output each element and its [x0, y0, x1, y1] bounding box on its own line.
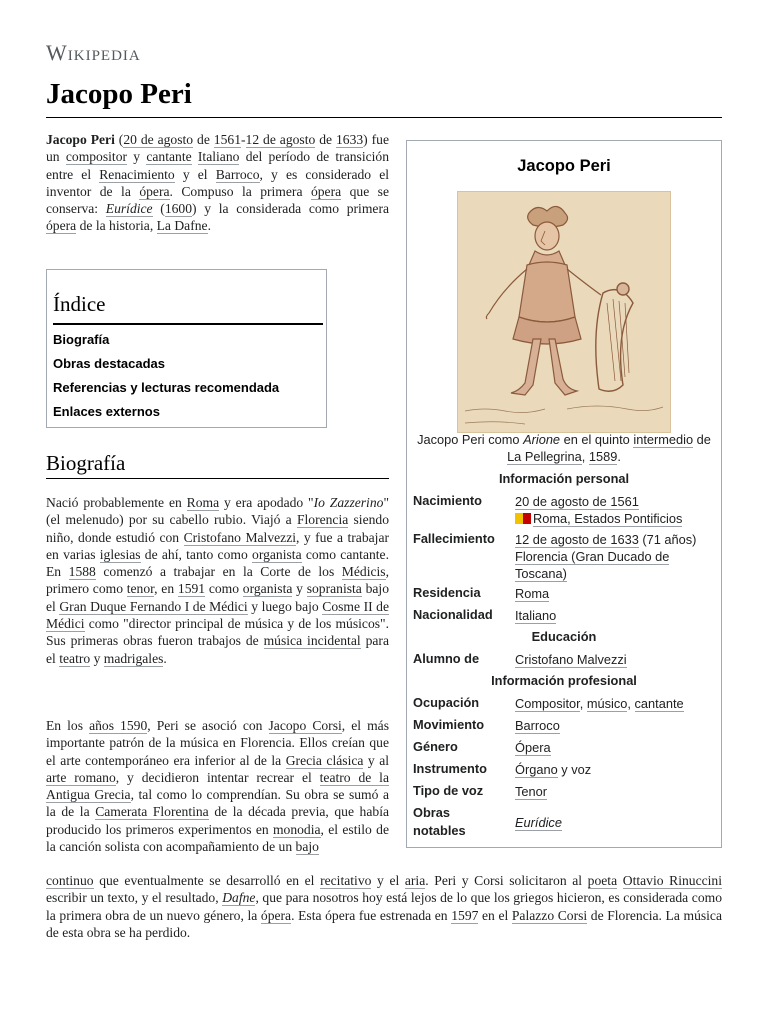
link-organo[interactable]: Órgano	[515, 762, 558, 777]
link-1589[interactable]: 1589	[588, 449, 618, 464]
text: , y decidieron intentar recrear el	[115, 769, 320, 785]
text: como "director principal de música y de los músicos". Sus primeras obras fueron trabajos de	[46, 616, 389, 649]
wikipedia-wordmark[interactable]: Wikipedia	[46, 40, 141, 65]
link-roma[interactable]: Roma	[186, 495, 220, 510]
text: bajo el	[46, 581, 389, 614]
text: (	[152, 201, 165, 217]
link-la-pellegrina[interactable]: La Pellegrina	[507, 449, 582, 464]
text: Jacopo Peri como	[417, 432, 524, 447]
link-continuo[interactable]: continuo	[46, 873, 94, 888]
text: , el estilo de la canción solista con acompañamiento de un	[46, 821, 389, 855]
portrait-image[interactable]	[457, 191, 671, 433]
link-1597[interactable]: 1597	[451, 907, 479, 923]
text: , Peri se asoció con	[147, 718, 269, 733]
papal-states-flag-icon	[515, 513, 531, 524]
text: y era apodado "	[219, 495, 314, 510]
link-camerata[interactable]: Camerata Florentina	[95, 804, 209, 820]
text: , y fue a trabajar en varias	[46, 529, 389, 562]
link-florencia[interactable]: Florencia	[296, 512, 349, 528]
text: . Peri y Corsi solicitaron al	[425, 873, 588, 888]
toc-item-referencias[interactable]: Referencias y lecturas recomendada	[53, 380, 280, 395]
text: -	[240, 132, 246, 147]
text: como	[205, 581, 243, 597]
value-ocupacion	[515, 695, 715, 712]
link-tenor-ib[interactable]: Tenor	[515, 784, 548, 799]
text: de Florencia. La música de esta obra se ha perdido.	[46, 907, 723, 940]
link-alumno[interactable]: Cristofano Malvezzi	[515, 652, 627, 667]
text	[617, 873, 623, 888]
link-residencia[interactable]: Roma	[515, 586, 550, 601]
value-instrumento	[515, 761, 715, 778]
link-tenor[interactable]: tenor	[126, 581, 155, 597]
value-obras-notables	[515, 814, 715, 831]
text: .	[163, 650, 167, 666]
link-teatro-grecia[interactable]: teatro de la Antigua Grecia	[46, 769, 389, 803]
value-nacimiento	[515, 493, 715, 527]
text: .	[207, 218, 211, 234]
link-musico[interactable]: músico	[586, 696, 628, 711]
value-fallecimiento	[515, 531, 715, 582]
text: y luego bajo	[247, 598, 323, 614]
link-aria[interactable]: aria	[404, 873, 426, 888]
text: para el	[46, 633, 389, 666]
link-malvezzi[interactable]: Cristofano Malvezzi	[183, 529, 297, 545]
text: y al	[363, 752, 390, 768]
link-death-date[interactable]: 12 de agosto	[245, 132, 316, 147]
text: de	[193, 132, 214, 147]
label-ocupacion: Ocupación	[413, 695, 480, 710]
toc-item-biografia[interactable]: Biografía	[53, 332, 110, 347]
text: . Esta ópera fue estrenada en	[291, 907, 452, 923]
link-poeta[interactable]: poeta	[587, 873, 618, 888]
value-nacionalidad	[515, 607, 715, 624]
link-medicis[interactable]: Médicis	[341, 564, 386, 580]
label-obras-notables: Obras notables	[413, 805, 466, 838]
infobox-section-profesional: Información profesional	[491, 673, 637, 688]
text: del período de transición entre el	[46, 149, 390, 182]
text: .	[617, 449, 621, 464]
label-movimiento: Movimiento	[413, 717, 485, 732]
infobox-caption	[413, 431, 715, 465]
link-anos-1590[interactable]: años 1590	[89, 718, 148, 733]
link-opera[interactable]: ópera	[139, 183, 170, 199]
biografia-paragraph-2-cont	[46, 872, 722, 941]
link-nacimiento-date[interactable]: 20 de agosto de 1561	[515, 494, 639, 509]
label-nacionalidad: Nacionalidad	[413, 607, 493, 622]
text: y el	[174, 166, 216, 182]
link-opera-3[interactable]: ópera	[46, 218, 77, 234]
link-madrigales[interactable]: madrigales	[103, 650, 164, 666]
toc-divider	[53, 323, 323, 325]
text: , y es considerado el inventor de la	[46, 166, 390, 199]
link-opera-2[interactable]: ópera	[310, 183, 342, 199]
lead-paragraph	[46, 131, 389, 235]
text: y	[127, 149, 147, 165]
link-cosme-ii[interactable]: Cosme II de Médici	[46, 598, 389, 632]
label-tipo-voz: Tipo de voz	[413, 783, 484, 798]
link-euridice[interactable]: Eurídice	[105, 201, 153, 217]
toc-item-enlaces[interactable]: Enlaces externos	[53, 404, 160, 419]
link-musica-incidental[interactable]: música incidental	[263, 633, 361, 649]
link-compositor[interactable]: compositor	[65, 149, 128, 165]
link-dafne[interactable]: Dafne	[222, 890, 256, 906]
text: , el más importante patrón de la música en Florencia. Ellos creían que el arte contemporáneo era inferior al de la	[46, 718, 389, 768]
link-opera-4[interactable]: ópera	[260, 907, 292, 923]
text: " (el melenudo) por su cabello rubio. Viajó a	[46, 495, 389, 528]
section-divider	[46, 478, 389, 479]
text: ) y la considerada como primera	[192, 201, 389, 217]
link-fernando-i[interactable]: Gran Duque Fernando I de Médici	[59, 598, 248, 614]
text: , que para nosotros hoy está lejos de lo que los griegos hicieron, es considerada como la primera obra de un nuevo género, la	[46, 890, 722, 923]
infobox	[406, 140, 722, 848]
link-cantante[interactable]: cantante	[146, 149, 192, 165]
link-nacionalidad[interactable]: Italiano	[515, 608, 557, 623]
page-title: Jacopo Peri	[46, 78, 192, 110]
toc-list	[53, 330, 279, 426]
text: de la década previa, que había producido los primeros experimentos en	[46, 804, 389, 837]
link-fallecimiento-date[interactable]: 12 de agosto de 1633	[515, 532, 639, 547]
link-bajo[interactable]: bajo	[295, 839, 319, 855]
link-organista[interactable]: organista	[252, 546, 302, 562]
text: siendo niño, donde estudió con	[46, 512, 389, 545]
value-movimiento	[515, 717, 715, 734]
text: En los	[46, 718, 90, 733]
link-jacopo-corsi[interactable]: Jacopo Corsi	[268, 718, 342, 733]
label-instrumento: Instrumento	[413, 761, 487, 776]
link-1588[interactable]: 1588	[68, 564, 96, 580]
link-genero[interactable]: Ópera	[515, 740, 551, 755]
link-birth-date[interactable]: 20 de agosto	[123, 132, 194, 147]
text: y voz	[557, 762, 592, 777]
link-arte-romano[interactable]: arte romano	[46, 769, 116, 785]
text: comenzó a trabajar en la Corte de los	[95, 564, 342, 580]
link-cantante-ib[interactable]: cantante	[634, 696, 684, 711]
text	[192, 149, 198, 164]
text: de ahí, tanto como	[140, 546, 253, 562]
table-of-contents	[46, 269, 327, 428]
text: . Compuso la primera	[169, 183, 311, 199]
link-palazzo-corsi[interactable]: Palazzo Corsi	[511, 907, 588, 923]
text: de	[315, 132, 336, 147]
text: , primero como	[46, 564, 389, 597]
value-genero	[515, 739, 715, 756]
link-renacimiento[interactable]: Renacimiento	[99, 166, 175, 182]
lead-name: Jacopo Peri	[46, 132, 115, 147]
text: en el quinto	[560, 432, 634, 447]
link-intermedio[interactable]: intermedio	[633, 432, 694, 447]
biografia-paragraph-1	[46, 494, 389, 667]
link-organista-2[interactable]: organista	[242, 581, 293, 597]
text: Nació probablemente en	[46, 495, 187, 510]
link-1561[interactable]: 1561	[213, 132, 241, 147]
link-la-dafne[interactable]: La Dafne	[156, 218, 208, 234]
text: ,	[581, 449, 589, 464]
text: que eventualmente se desarrolló en el	[93, 873, 321, 888]
text: y el	[371, 873, 405, 888]
link-1633[interactable]: 1633	[335, 132, 364, 147]
title-divider	[46, 117, 722, 118]
text: como cantante. En	[46, 546, 389, 580]
link-grecia-clasica[interactable]: Grecia clásica	[285, 752, 364, 768]
text: ,	[627, 696, 635, 711]
text: en el	[478, 907, 512, 923]
label-residencia: Residencia	[413, 585, 481, 600]
toc-title: Índice	[53, 292, 106, 316]
label-nacimiento: Nacimiento	[413, 493, 482, 508]
link-iglesias[interactable]: iglesias	[99, 546, 141, 562]
text: , tal como lo comprendían. Su obra se sumó a la de la	[46, 787, 389, 820]
value-residencia	[515, 585, 715, 602]
link-recitativo[interactable]: recitativo	[320, 873, 372, 888]
biografia-paragraph-2	[46, 717, 389, 855]
text: de la historia,	[76, 218, 157, 234]
text: y	[292, 581, 307, 597]
link-1591[interactable]: 1591	[177, 581, 206, 597]
link-teatro[interactable]: teatro	[59, 650, 91, 666]
nickname: Io Zazzerino	[313, 495, 384, 510]
infobox-section-educacion: Educación	[531, 629, 597, 644]
text: escribir un texto, y el resultado,	[46, 890, 223, 906]
value-alumno	[515, 651, 715, 668]
link-compositor-ib[interactable]: Compositor	[515, 696, 580, 711]
text: , en	[154, 581, 178, 597]
link-movimiento[interactable]: Barroco	[515, 718, 560, 733]
link-nacimiento-place[interactable]: Roma, Estados Pontificios	[533, 511, 683, 526]
text: que se conserva:	[46, 183, 389, 217]
section-heading-biografia: Biografía	[46, 451, 126, 475]
link-fallecimiento-place[interactable]: Florencia (Gran Ducado de Toscana)	[515, 549, 670, 581]
link-barroco[interactable]: Barroco	[215, 166, 260, 182]
link-italiano[interactable]: Italiano	[197, 149, 240, 165]
text: Arione	[523, 432, 561, 447]
toc-item-obras[interactable]: Obras destacadas	[53, 356, 166, 371]
value-tipo-voz	[515, 783, 715, 800]
label-fallecimiento: Fallecimiento	[413, 531, 495, 546]
link-rinuccini[interactable]: Ottavio Rinuccini	[622, 873, 722, 888]
link-1600[interactable]: 1600	[164, 201, 193, 217]
text: y	[90, 650, 104, 666]
text: ,	[579, 696, 587, 711]
label-genero: Género	[413, 739, 458, 754]
text: (71 años)	[638, 532, 697, 547]
label-alumno: Alumno de	[413, 651, 480, 666]
text: (	[114, 132, 124, 147]
infobox-section-personal: Información personal	[498, 471, 630, 486]
text: de	[693, 432, 711, 447]
link-monodia[interactable]: monodia	[272, 821, 321, 837]
text: ) fue un	[46, 132, 389, 165]
link-euridice-ib[interactable]: Eurídice	[515, 815, 562, 830]
infobox-title: Jacopo Peri	[517, 157, 611, 175]
link-sopranista[interactable]: sopranista	[306, 581, 362, 597]
